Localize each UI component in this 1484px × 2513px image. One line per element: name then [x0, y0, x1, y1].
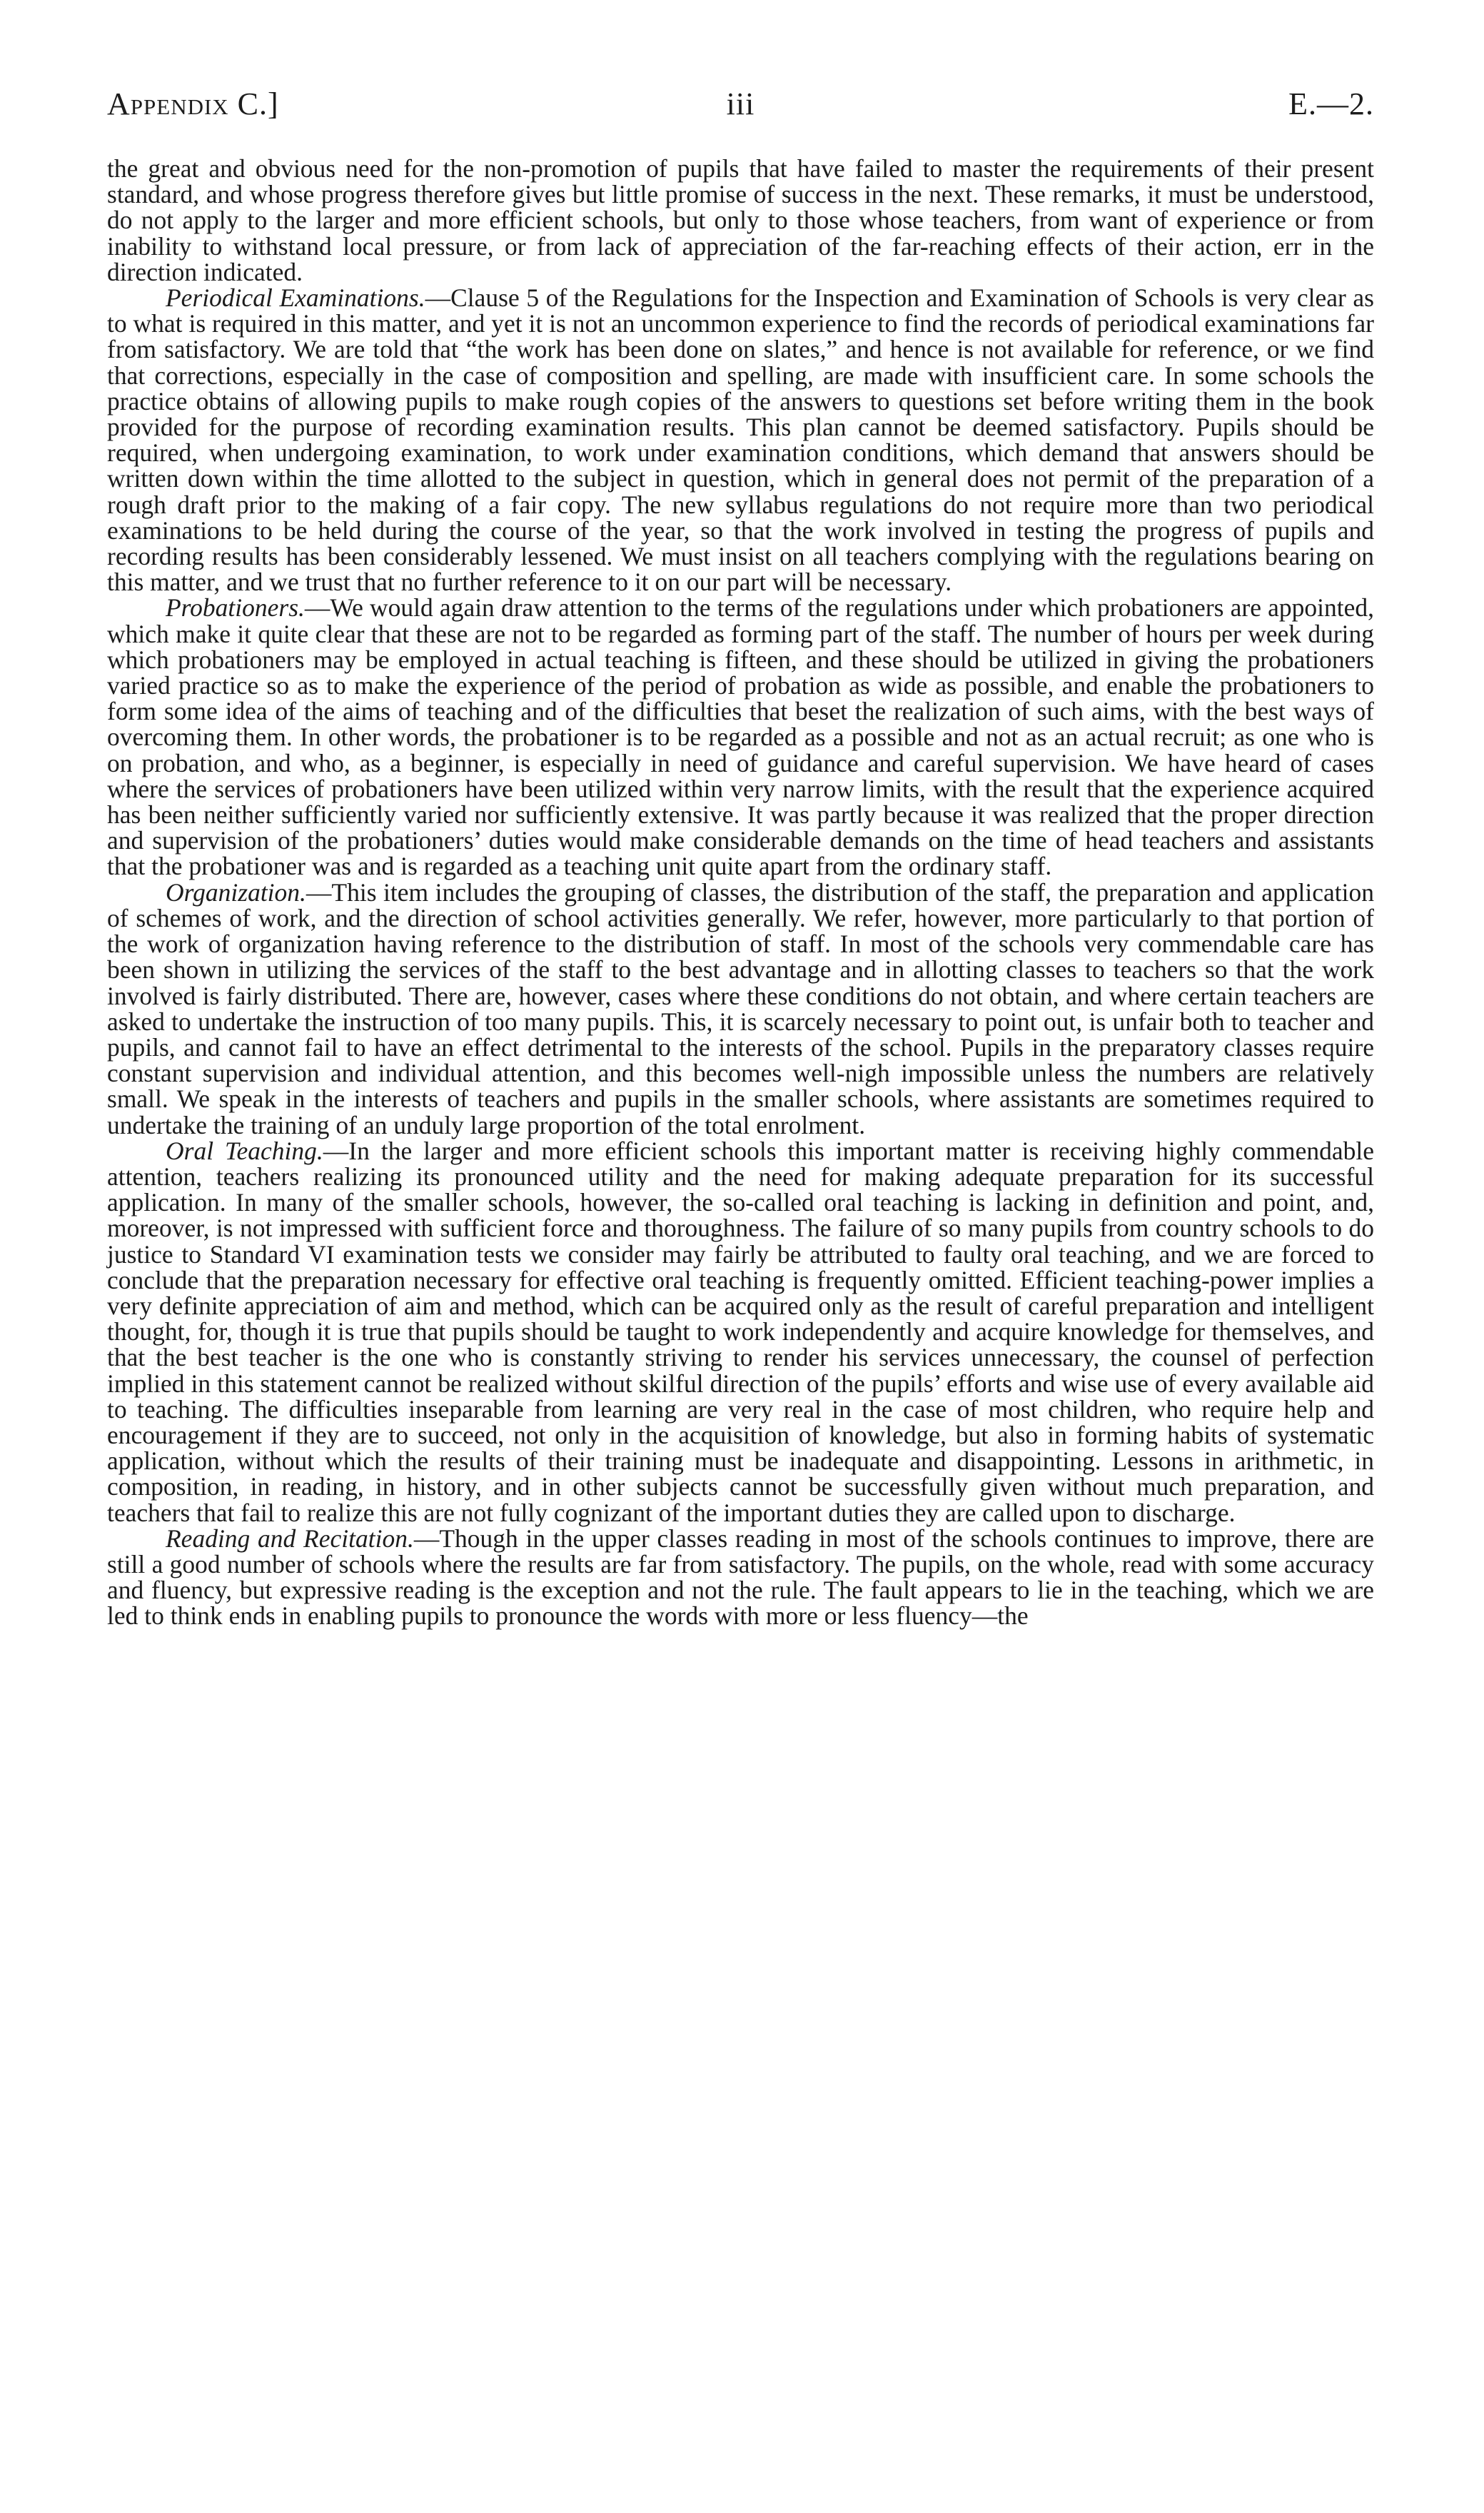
paragraph-text: —Clause 5 of the Regulations for the Inspection and Examination of Schools is very clear as to what is required in this matter, and yet it is not an uncommon experience to find the records of periodical examinations far from satisfactory. We are told that “the work has been done on slates,” and hence is not available for reference, or we find that corrections, especially in the case of composition and spelling, are made with insufficient care. In some schools the practice obtains of allowing pupils to make rough copies of the answers to questions set before writing them in the book provided for the purpose of recording examination results. This plan cannot be deemed satisfactory. Pupils should be required, when undergoing examination, to work under examination conditions, which demand that answers should be written down within the time allotted to the subject in question, which in general does not permit of the preparation of a rough draft prior to the making of a fair copy. The new syllabus regulations do not require more than two periodical examinations to be held during the course of the year, so that the work involved in testing the progress of pupils and recording results has been considerably lessened. We must insist on all teachers complying with the regulations bearing on this matter, and we trust that no further reference to it on our part will be necessary. [107, 283, 1374, 597]
paragraph-heading: Reading and Recitation. [166, 1524, 414, 1553]
paragraph-text: —This item includes the grouping of classes, the distribution of the staff, the preparation and application of schemes of work, and the direction of school activities generally. We refer, however, more particularly to that portion of the work of organization having reference to the distribution of staff. In most of the schools very commendable care has been shown in utilizing the services of the staff to the best advantage and in allotting classes to teachers so that the work involved is fairly distributed. There are, however, cases where these conditions do not obtain, and where certain teachers are asked to undertake the instruction of too many pupils. This, it is scarcely necessary to point out, is unfair both to teacher and pupils, and cannot fail to have an effect detrimental to the interests of the school. Pupils in the preparatory classes require constant supervision and individual attention, and this becomes well-nigh impossible unless the numbers are relatively small. We speak in the interests of teachers and pupils in the smaller schools, where assistants are sometimes required to undertake the training of an unduly large proportion of the total enrolment. [107, 877, 1374, 1139]
paragraph-heading: Probationers. [166, 593, 305, 623]
paragraph-oral-teaching [107, 1138, 1374, 1526]
paragraph-reading-and-recitation [107, 1526, 1374, 1629]
paragraph-heading: Oral Teaching. [166, 1136, 323, 1165]
header-appendix-label: Appendix C.] [107, 86, 279, 121]
paragraph-heading: Periodical Examinations. [166, 283, 425, 313]
paragraph-text: —We would again draw attention to the terms of the regulations under which probationers are appointed, which make it quite clear that these are not to be regarded as forming part of the staff. The number of hours per week during which probationers may be employed in actual teaching is fifteen, and these should be utilized in giving the probationers varied practice so as to make the experience of the period of probation as wide as possible, and enable the probationers to form some idea of the aims of teaching and of the difficulties that beset the realization of such aims, with the best ways of overcoming them. In other words, the probationer is to be regarded as a possible and not as an actual recruit; as one who is on probation, and who, as a beginner, is especially in need of guidance and careful supervision. We have heard of cases where the services of probationers have been utilized within very narrow limits, with the result that the experience acquired has been neither sufficiently varied nor sufficiently extensive. It was partly because it was realized that the proper direction and supervision of the probationers’ duties would make considerable demands on the time of head teachers and assistants that the probationer was and is regarded as a teaching unit quite apart from the ordinary staff. [107, 593, 1374, 881]
paragraph-organization [107, 877, 1374, 1139]
document-page [107, 86, 1374, 1629]
page-header [107, 86, 1374, 143]
paragraph-continuation [107, 156, 1374, 285]
body-text [107, 156, 1374, 1629]
paragraph-heading: Organization. [166, 877, 306, 907]
paragraph-probationers [107, 595, 1374, 879]
header-document-code: E.—2. [1288, 86, 1374, 121]
paragraph-text: —In the larger and more efficient schools this important matter is receiving highly commendable attention, teachers realizing its pronounced utility and the need for making adequate preparation for its successful application. In many of the smaller schools, however, the so-called oral teaching is lacking in definition and point, and, moreover, is not impressed with sufficient force and thoroughness. The failure of so many pupils from country schools to do justice to Standard VI examination tests we consider may fairly be attributed to faulty oral teaching, and we are forced to conclude that the preparation necessary for effective oral teaching is frequently omitted. Efficient teaching-power implies a very definite appreciation of aim and method, which can be acquired only as the result of careful preparation and intelligent thought, for, though it is true that pupils should be taught to work independently and acquire knowledge for themselves, and that the best teacher is the one who is constantly striving to render his services unnecessary, the counsel of perfection implied in this statement cannot be realized without skilful direction of the pupils’ efforts and wise use of every available aid to teaching. The difficulties inseparable from learning are very real in the case of most children, who require help and encouragement if they are to succeed, not only in the acquisition of knowledge, but also in forming habits of systematic application, without which the results of their training must be inadequate and disappointing. Lessons in arithmetic, in composition, in reading, in history, and in other subjects cannot be successfully given without much preparation, and teachers that fail to realize this are not fully cognizant of the important duties they are called upon to discharge. [107, 1136, 1374, 1527]
paragraph-text: the great and obvious need for the non-promotion of pupils that have failed to master the requirements of their present standard, and whose progress therefore gives but little promise of success in the next. These remarks, it must be understood, do not apply to the larger and more efficient schools, but only to those whose teachers, from want of experience or from inability to withstand local pressure, or from lack of appreciation of the far-reaching effects of their action, err in the direction indicated. [107, 154, 1374, 286]
paragraph-periodical-examinations [107, 285, 1374, 595]
paragraph-text: —Though in the upper classes reading in most of the schools continues to improve, there are still a good number of schools where the results are far from satisfactory. The pupils, on the whole, read with some accuracy and fluency, but expressive reading is the exception and not the rule. The fault appears to lie in the teaching, which we are led to think ends in enabling pupils to pronounce the words with more or less fluency—the [107, 1524, 1374, 1631]
header-page-number: iii [726, 86, 755, 121]
